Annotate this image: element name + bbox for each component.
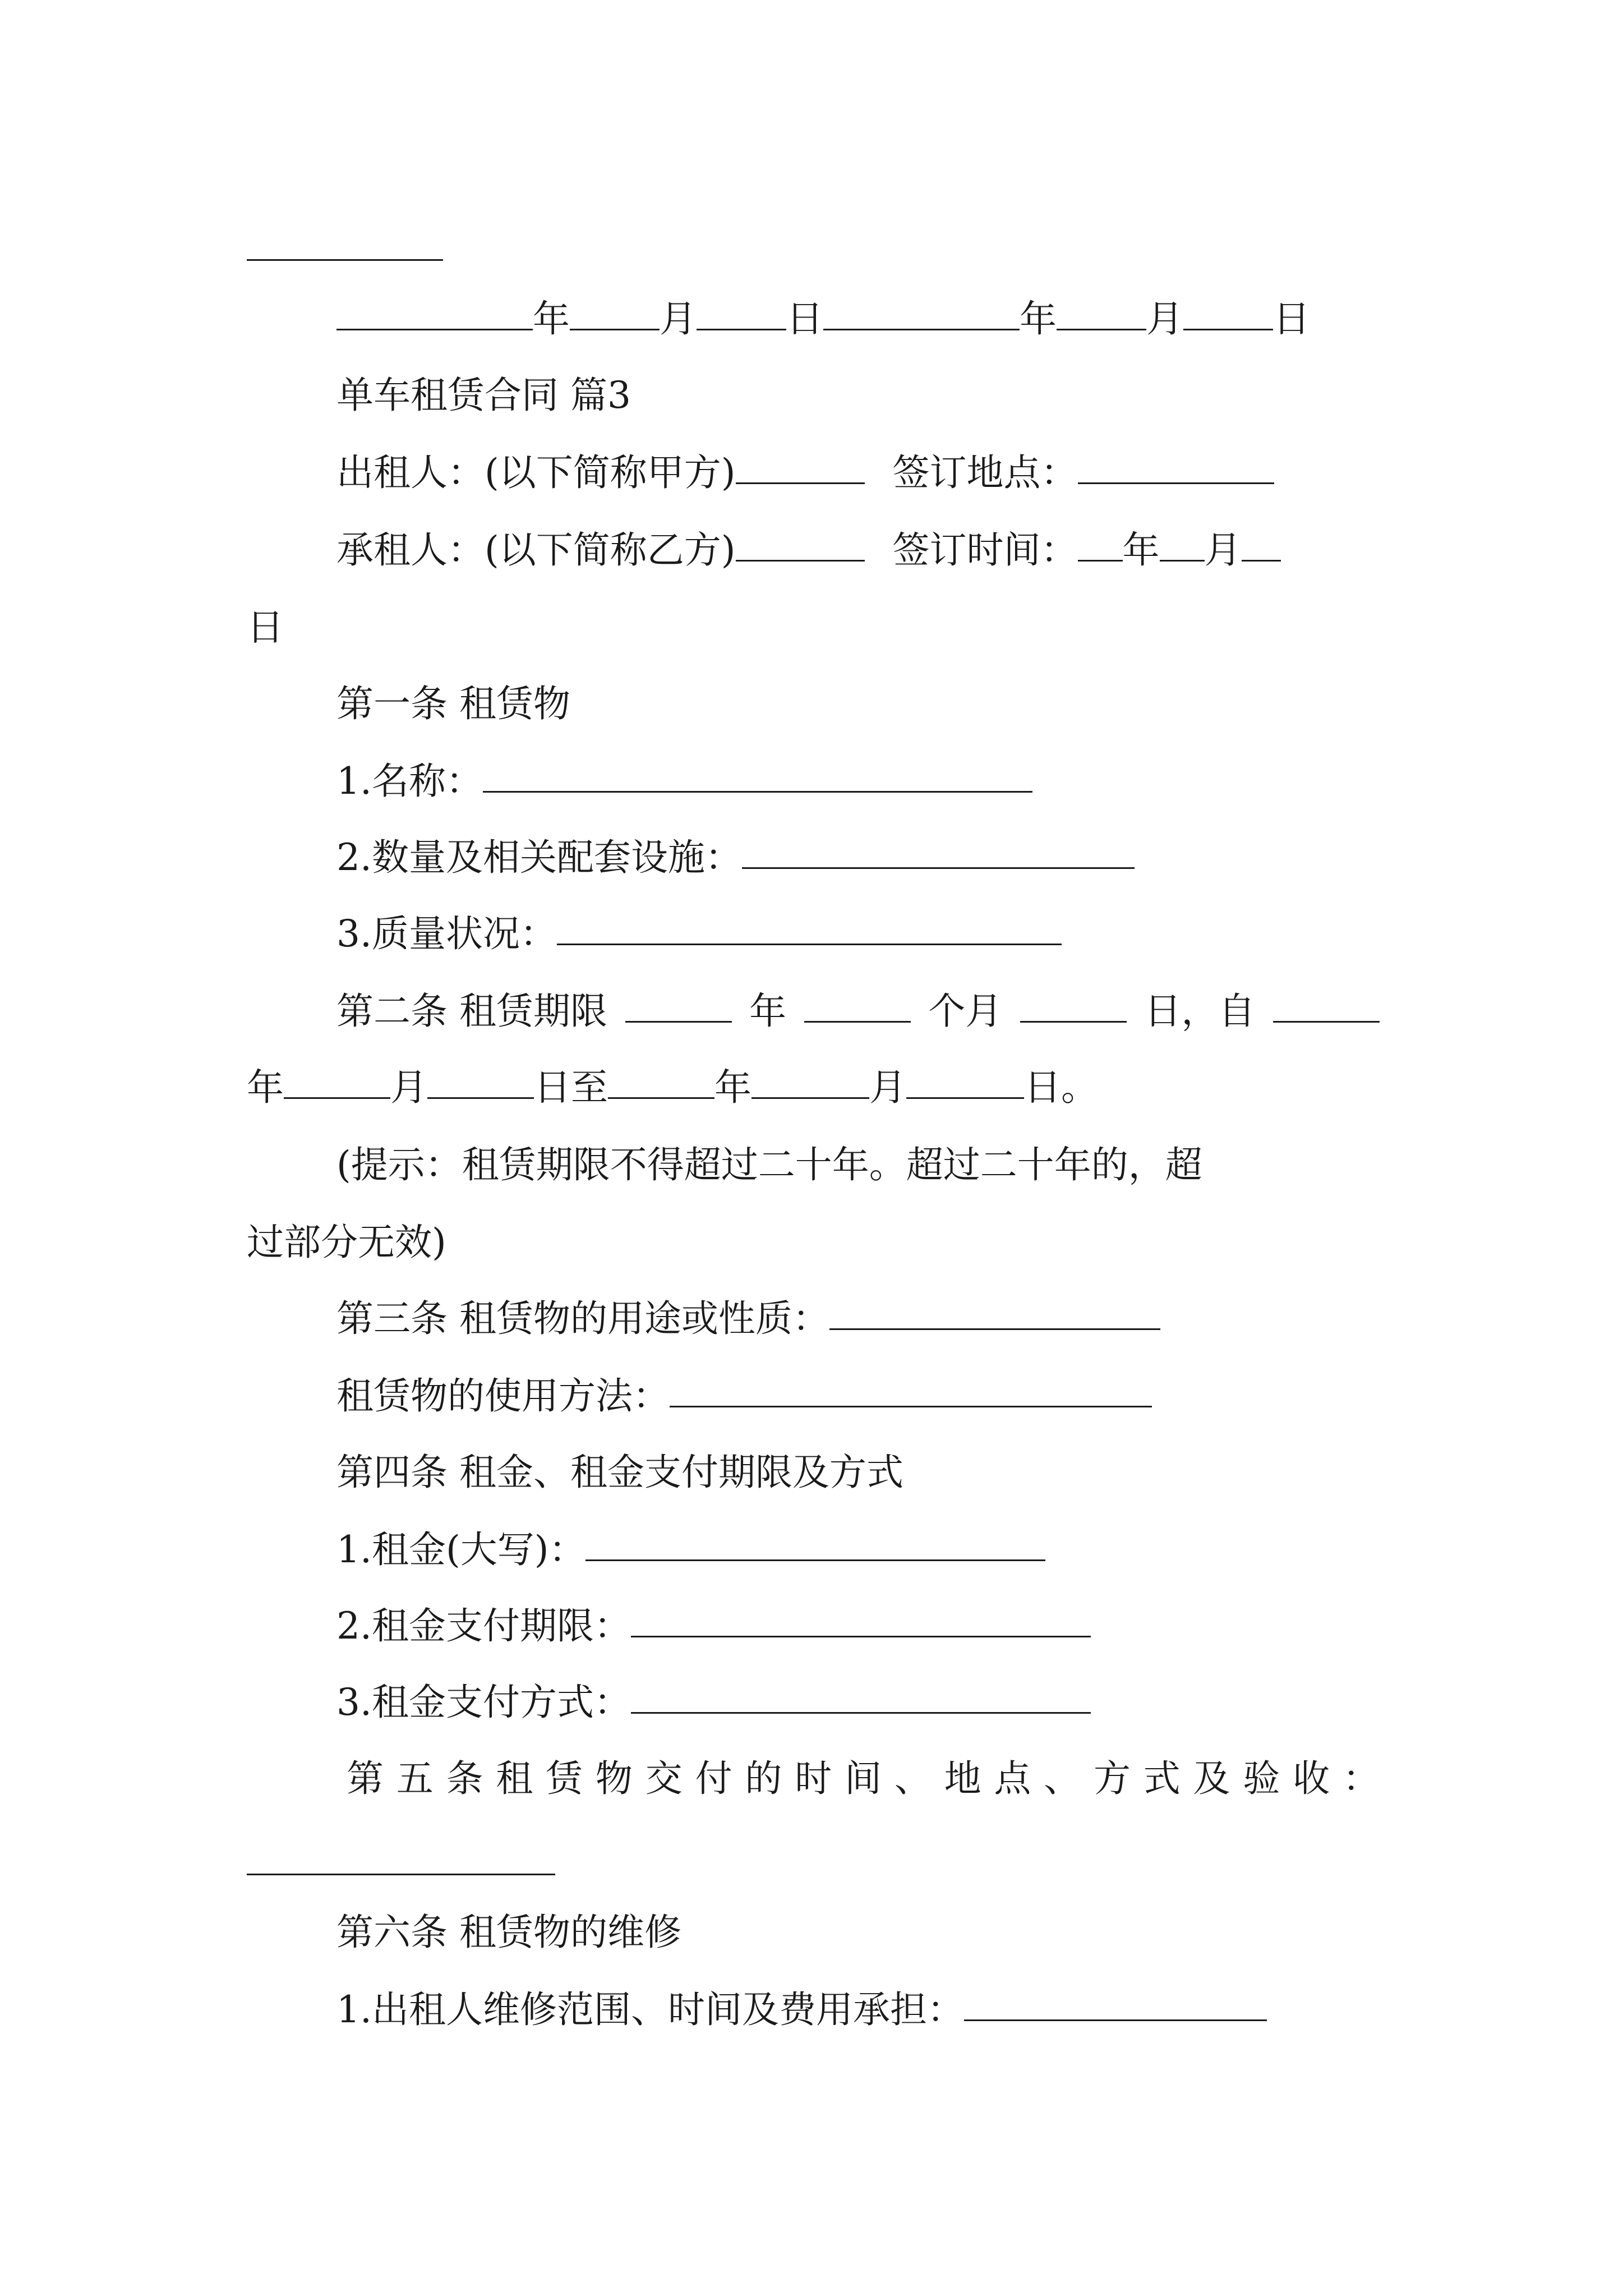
- art3-usage-blank[interactable]: [670, 1406, 1152, 1407]
- art5-heading-char: 交: [645, 1757, 683, 1800]
- art1-name-label: 1.名称：: [336, 760, 483, 803]
- art3-purpose-blank[interactable]: [829, 1328, 1160, 1330]
- sign-time-year: 年: [1122, 528, 1160, 572]
- art5-heading-char: 、: [894, 1757, 932, 1800]
- art2-l2-day-to: 日至: [534, 1066, 608, 1109]
- blank[interactable]: [1057, 329, 1146, 330]
- blank[interactable]: [1160, 560, 1205, 562]
- date-month-2: 月: [1146, 297, 1183, 341]
- lessor-blank[interactable]: [736, 482, 865, 484]
- art5-heading-char: 方: [1093, 1757, 1131, 1800]
- art1-quality-label: 3.质量状况：: [336, 912, 557, 955]
- art4-rent-label: 1.租金(大写)：: [336, 1528, 586, 1571]
- lessor-line: [336, 451, 1274, 494]
- art1-quantity-line: [336, 836, 1135, 879]
- blank[interactable]: [284, 1097, 390, 1099]
- art2-l2-end: 日。: [1024, 1066, 1098, 1109]
- top-blank-line: [247, 259, 443, 261]
- sign-place-blank[interactable]: [1078, 482, 1274, 484]
- art2-day-from: 日，自: [1144, 990, 1256, 1033]
- art3-usage-line: [336, 1374, 1152, 1418]
- lessor-label: 出租人：(以下简称甲方): [336, 451, 736, 494]
- blank[interactable]: [804, 1021, 911, 1023]
- art2-months: 个月: [928, 990, 1003, 1033]
- blank[interactable]: [906, 1097, 1024, 1099]
- lessee-line: [336, 528, 1281, 572]
- art3-heading: 第三条 租赁物的用途或性质：: [336, 1297, 829, 1340]
- blank[interactable]: [823, 329, 1020, 330]
- art6-heading: 第六条 租赁物的维修: [336, 1911, 681, 1954]
- art5-heading-char: 赁: [546, 1757, 583, 1800]
- art1-name-line: [336, 760, 1032, 803]
- art4-term-label: 2.租金支付期限：: [336, 1604, 631, 1648]
- blank[interactable]: [570, 329, 660, 330]
- art1-quantity-blank[interactable]: [742, 867, 1135, 869]
- art2-year: 年: [749, 990, 787, 1033]
- art5-heading-char: ：: [1342, 1757, 1380, 1800]
- blank[interactable]: [608, 1097, 714, 1099]
- art6-item1-line: [336, 1988, 1267, 2031]
- blank[interactable]: [1273, 1021, 1380, 1023]
- art5-heading-char: 租: [496, 1757, 533, 1800]
- tip-line-2: 过部分无效): [247, 1221, 446, 1264]
- art6-item1-label: 1.出租人维修范围、时间及费用承担：: [336, 1988, 964, 2031]
- art2-heading: 第二条 租赁期限: [336, 990, 607, 1033]
- art5-heading-char: 点: [994, 1757, 1031, 1800]
- art5-heading-char: 验: [1243, 1757, 1280, 1800]
- art2-line1: [336, 990, 1380, 1033]
- art5-heading-char: 时: [795, 1757, 832, 1800]
- blank[interactable]: [1242, 560, 1281, 562]
- art4-rent-blank[interactable]: [585, 1559, 1045, 1561]
- art5-heading: [347, 1757, 1380, 1800]
- date-row: [336, 297, 1310, 341]
- sign-time-day: 日: [247, 606, 284, 649]
- lessee-blank[interactable]: [736, 560, 865, 562]
- blank[interactable]: [697, 329, 786, 330]
- art5-heading-char: 条: [446, 1757, 483, 1800]
- art5-blank-line[interactable]: [247, 1874, 555, 1875]
- art3-heading-line: [336, 1297, 1160, 1340]
- art4-rent-line: [336, 1528, 1045, 1571]
- blank[interactable]: [1020, 1021, 1127, 1023]
- tip-line-1: (提示：租赁期限不得超过二十年。超过二十年的，超: [336, 1143, 1202, 1186]
- art2-l2-month: 月: [390, 1066, 427, 1109]
- art4-term-line: [336, 1604, 1091, 1648]
- sign-time-label: 签订时间：: [892, 528, 1078, 572]
- blank[interactable]: [1183, 329, 1273, 330]
- blank[interactable]: [427, 1097, 534, 1099]
- art2-l2-year: 年: [247, 1066, 284, 1109]
- art5-heading-char: 五: [396, 1757, 434, 1800]
- art1-quality-line: [336, 912, 1062, 955]
- art4-method-label: 3.租金支付方式：: [336, 1681, 631, 1724]
- art5-heading-char: 式: [1143, 1757, 1181, 1800]
- art5-heading-char: 第: [347, 1757, 384, 1800]
- art4-method-blank[interactable]: [631, 1712, 1091, 1714]
- blank[interactable]: [336, 329, 533, 330]
- blank[interactable]: [751, 1097, 869, 1099]
- art1-name-blank[interactable]: [483, 791, 1032, 793]
- blank[interactable]: [625, 1021, 732, 1023]
- art2-l2-year2: 年: [714, 1066, 751, 1109]
- art6-item1-blank[interactable]: [964, 2019, 1267, 2021]
- sign-place-label: 签订地点：: [892, 451, 1078, 494]
- sign-time-month: 月: [1204, 528, 1242, 572]
- art3-usage-label: 租赁物的使用方法：: [336, 1374, 670, 1418]
- date-month-1: 月: [660, 297, 697, 341]
- art4-method-line: [336, 1681, 1091, 1724]
- art2-line2: [247, 1066, 1098, 1109]
- art5-heading-char: 收: [1293, 1757, 1330, 1800]
- art2-l2-month2: 月: [869, 1066, 906, 1109]
- art5-heading-char: 及: [1193, 1757, 1230, 1800]
- lessee-label: 承租人：(以下简称乙方): [336, 528, 736, 572]
- art5-heading-char: 间: [844, 1757, 882, 1800]
- art1-quality-blank[interactable]: [557, 944, 1062, 945]
- art5-heading-char: 、: [1044, 1757, 1081, 1800]
- date-year-2: 年: [1020, 297, 1057, 341]
- contract-title: 单车租赁合同 篇3: [336, 374, 631, 417]
- art4-term-blank[interactable]: [631, 1636, 1091, 1637]
- art1-heading: 第一条 租赁物: [336, 682, 570, 725]
- art5-heading-char: 的: [745, 1757, 782, 1800]
- blank[interactable]: [1078, 560, 1123, 562]
- art5-heading-char: 物: [595, 1757, 633, 1800]
- art4-heading: 第四条 租金、租金支付期限及方式: [336, 1451, 903, 1494]
- date-day-1: 日: [786, 297, 823, 341]
- date-day-2: 日: [1273, 297, 1310, 341]
- art1-quantity-label: 2.数量及相关配套设施：: [336, 836, 742, 879]
- art5-heading-char: 地: [944, 1757, 981, 1800]
- art5-heading-char: 付: [695, 1757, 732, 1800]
- date-year-1: 年: [533, 297, 570, 341]
